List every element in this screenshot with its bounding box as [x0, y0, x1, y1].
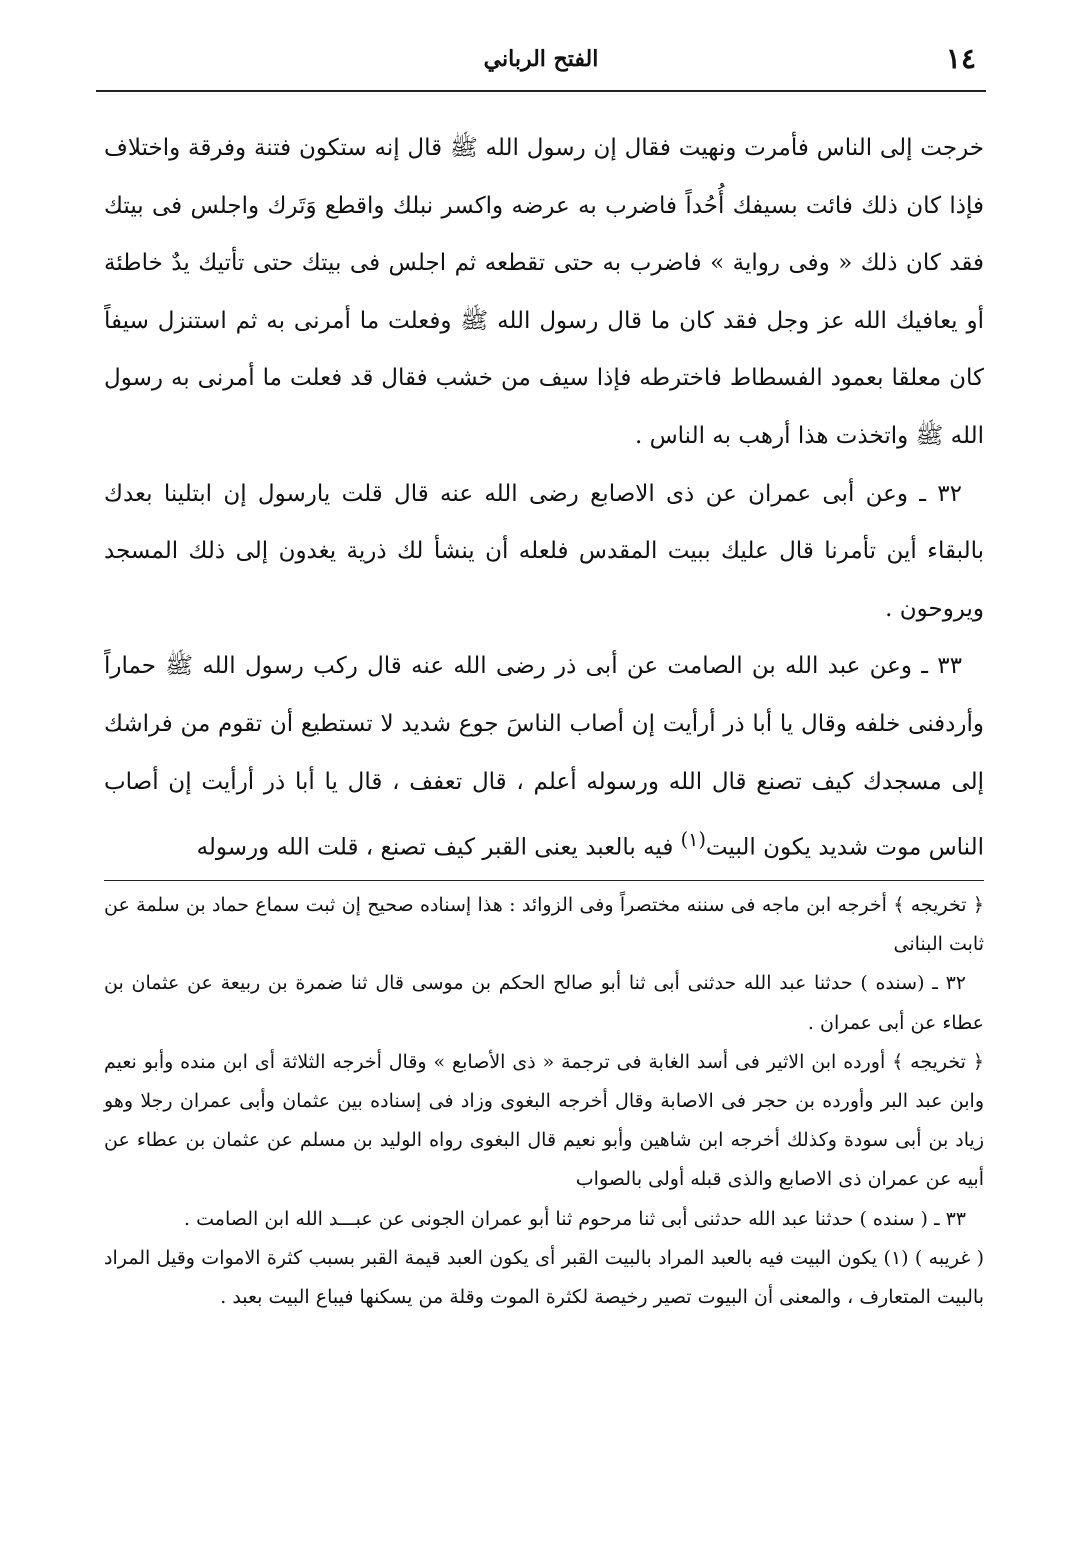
hadith-33-text-end: فيه بالعبد يعنى القبر كيف تصنع ، قلت الله ورسوله — [196, 834, 674, 861]
running-title: الفتح الرباني — [483, 46, 599, 72]
footnote-gharib-33: ( غريبه ) (١) يكون البيت فيه بالعبد المراد بالبيت القبر أى يكون العبد قيمة القبر بسبب كثرة الاموات وقيل المراد بالبيت المتعارف ، والمعنى أن البيوت تصير رخيصة لكثرة الموت وقلة من يسكنها فيباع البيت بعبد . — [104, 1246, 985, 1309]
footnote-marker: (١) — [680, 828, 706, 852]
footnote-marker-number: ١ — [688, 828, 699, 852]
footnotes — [104, 886, 984, 1317]
footnote-sanad-33: ٣٣ ـ ( سنده ) حدثنا عبد الله حدثنى أبى ثنا مرحوم ثنا أبو عمران الجونى عن عبـــد الله ابن الصامت . — [184, 1207, 966, 1230]
footnote-takhrij-32: ﴿ تخريجه ﴾ أورده ابن الاثير فى أسد الغابة فى ترجمة « ذى الأصابع » وقال أخرجه الثلاثة أى ابن منده وأبو نعيم وابن عبد البر وأورده بن حجر فى الاصابة وقال أخرجه البغوى وزاد فى إسناده بين عثمان وأبى عمران رجلا وهو زياد بن أبى سودة وكذلك أخرجه ابن شاهين وأبو نعيم قال البغوى رواه الوليد بن مسلم عن عثمان بن عطاء عن أبيه عن عمران ذى الاصابع والذى قبله أولى بالصواب — [104, 1050, 984, 1191]
footnote-sanad-32: ٣٢ ـ (سنده ) حدثنا عبد الله حدثنى أبى ثنا أبو صالح الحكم بن موسى قال ثنا ضمرة بن ربيعة عن عثمان بن عطاء عن أبى عمران . — [104, 972, 984, 1034]
page-header — [96, 40, 986, 84]
footnote-rule — [104, 880, 984, 881]
footnote-takhrij-31: ﴿ تخريجه ﴾ أخرجه ابن ماجه فى سننه مختصراً وفى الزوائد : هذا إسناده صحيح إن ثبت سماع حماد بن سلمة عن ثابت البنانى — [104, 894, 984, 956]
hadith-33 — [104, 638, 984, 877]
page-number: ١٤ — [945, 42, 976, 75]
header-rule — [96, 90, 986, 92]
paragraph-continuation: خرجت إلى الناس فأمرت ونهيت فقال إن رسول الله ﷺ قال إنه ستكون فتنة وفرقة واختلاف فإذا كان ذلك فائت بسيفك أُحُداً فاضرب به عرضه واكسر نبلك واقطع وَتَرك واجلس فى بيتك فقد كان ذلك « وفى رواية » فاضرب به حتى تقطعه ثم اجلس فى بيتك حتى تأتيك يدٌ خاطئة أو يعافيك الله عز وجل فقد كان ما قال رسول الله ﷺ وفعلت ما أمرنى به ثم استنزل سيفاً كان معلقا بعمود الفسطاط فاخترطه فإذا سيف من خشب فقال قد فعلت ما أمرنى به رسول الله ﷺ واتخذت هذا أرهب به الناس . — [104, 135, 984, 449]
hadith-33-text: ٣٣ ـ وعن عبد الله بن الصامت عن أبى ذر رضى الله عنه قال ركب رسول الله ﷺ حماراً وأردفنى خلفه وقال يا أبا ذر أرأيت إن أصاب الناسَ جوع شديد لا تستطيع أن تقوم من فراشك إلى مسجدك كيف تصنع قال الله ورسوله أعلم ، قال تعفف ، قال يا أبا ذر أرأيت إن أصاب الناس موت شديد يكون البيت — [104, 653, 984, 861]
hadith-32: ٣٢ ـ وعن أبى عمران عن ذى الاصابع رضى الله عنه قال قلت يارسول إن ابتلينا بعدك بالبقاء أين تأمرنا قال عليك ببيت المقدس فلعله أن ينشأ لك ذرية يغدون إلى ذلك المسجد ويروحون . — [104, 480, 984, 622]
main-text — [104, 120, 984, 877]
